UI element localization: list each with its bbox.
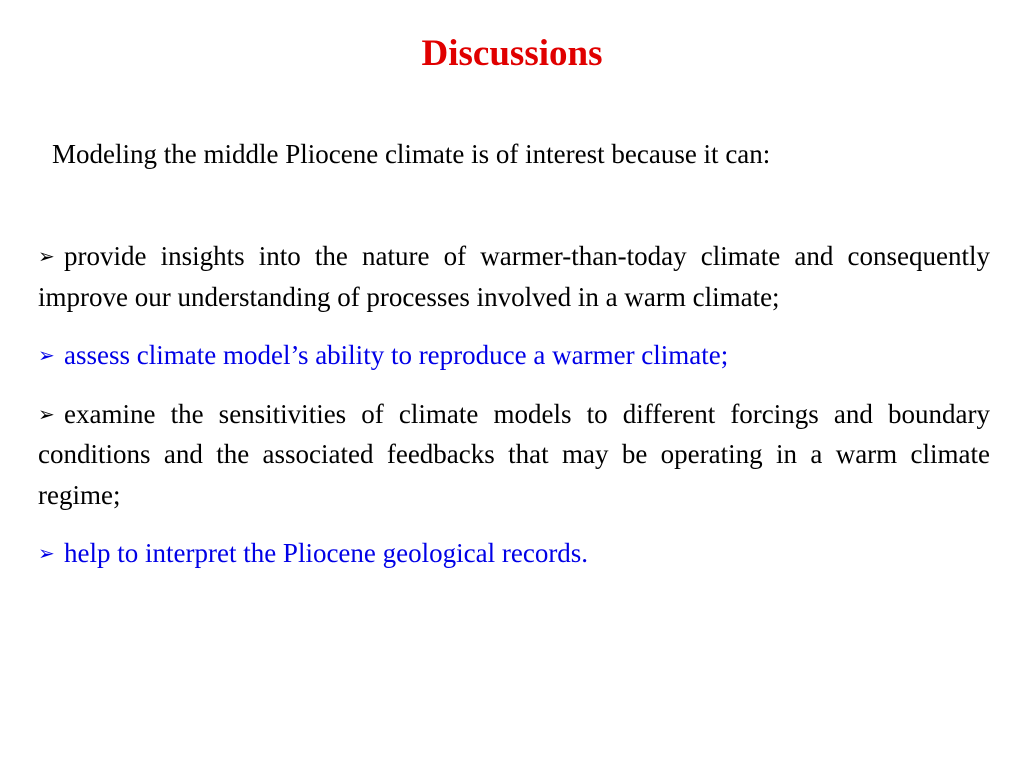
arrow-bullet-icon: ➢: [38, 401, 55, 426]
bullet-text: assess climate model’s ability to reproduce a warmer climate;: [64, 340, 729, 370]
arrow-bullet-icon: ➢: [38, 541, 55, 565]
intro-text: Modeling the middle Pliocene climate is of interest because it can:: [52, 139, 771, 169]
bullet-text: provide insights into the nature of warmer-than-today climate and consequently improve our understanding of processes involved in a warm climate;: [38, 241, 990, 312]
bullet-text: help to interpret the Pliocene geological records.: [64, 538, 589, 568]
bullet-text: examine the sensitivities of climate models to different forcings and boundary conditions and the associated feedbacks that may be operating in a warm climate regime;: [38, 398, 990, 510]
bullet-item: [38, 335, 990, 376]
bullet-item: [38, 533, 990, 574]
bullet-item: [38, 236, 990, 317]
bullet-list: [38, 236, 990, 592]
bullet-item: [38, 394, 990, 516]
arrow-bullet-icon: ➢: [38, 244, 55, 268]
arrow-bullet-icon: ➢: [38, 343, 55, 367]
slide-title: Discussions: [421, 33, 603, 74]
